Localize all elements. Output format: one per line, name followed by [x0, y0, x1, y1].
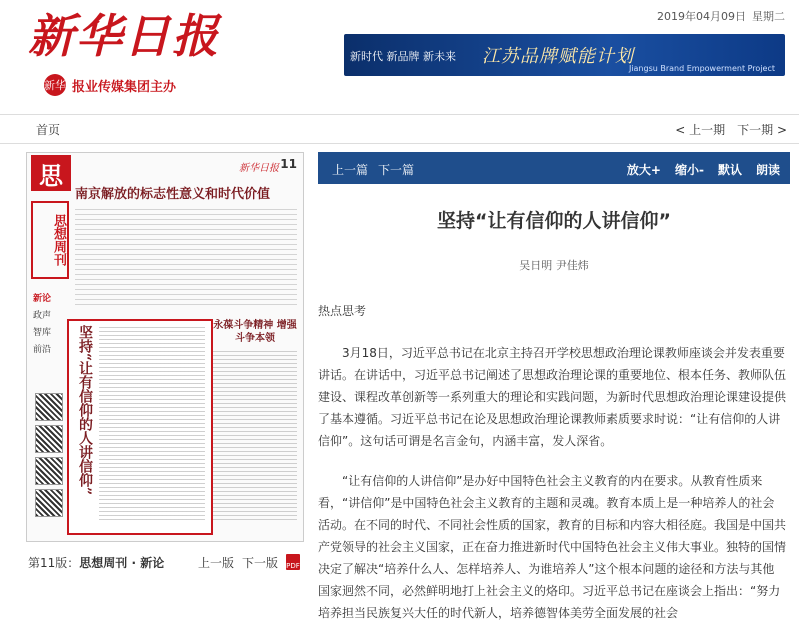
paper-brand: 新华日报	[239, 163, 279, 174]
page-number-label: 第11版：	[28, 556, 80, 570]
page-pager	[198, 554, 278, 571]
site-header	[0, 0, 799, 110]
banner-slogan: 新时代 新品牌 新未来	[350, 50, 456, 63]
article-toolbar	[318, 152, 790, 184]
issue-nav	[0, 114, 799, 144]
paper-page-number: 11	[280, 157, 297, 171]
hotspot-text	[99, 327, 205, 523]
side-menu-item: 政声	[33, 311, 52, 321]
article-title: 坚持“让有信仰的人讲信仰”	[437, 210, 671, 232]
prev-page-link[interactable]: 上一版	[197, 556, 234, 570]
date-text: 2019年04月09日	[657, 10, 746, 23]
default-size-button[interactable]: 默认	[717, 163, 742, 177]
qr-code-icon	[35, 393, 63, 421]
section-vertical-title: 思想周刊	[31, 201, 69, 279]
article-body	[318, 342, 786, 642]
hotspot-text	[213, 351, 297, 521]
newspaper-page[interactable]	[26, 152, 304, 542]
zoom-out-button[interactable]: 缩小-	[674, 163, 704, 177]
hotspot-title: 坚持“让有信仰的人讲信仰”	[77, 325, 93, 496]
qr-code-icon	[35, 457, 63, 485]
next-page-link[interactable]: 下一版	[241, 556, 278, 570]
banner-title: 江苏品牌赋能计划	[482, 46, 634, 67]
side-menu-item: 智库	[33, 328, 52, 338]
article-paragraph: 3月18日，习近平总书记在北京主持召开学校思想政治理论课教师座谈会并发表重要讲话。在讲话中，习近平总书记阐述了思想政治理论课的重要地位、根本任务、教师队伍建设、课程改革创新等一系列重大的理论和实践问题，为新时代思想政治理论课建设提供了基本遵循。习近平总书记在论及思想政治理论课教师素质要求时说：“让有信仰的人讲信仰”。这句话可谓是名言金句，内涵丰富，发人深省。	[318, 346, 787, 448]
issue-pager	[675, 121, 787, 138]
brand-banner-ad[interactable]	[344, 34, 785, 76]
section-tag: 思	[31, 155, 71, 191]
paper-text-block[interactable]	[75, 209, 297, 309]
article-pager	[332, 161, 414, 178]
banner-english: Jiangsu Brand Empowerment Project	[628, 64, 775, 73]
hotspot-title: 永葆斗争精神 增强斗争本领	[213, 320, 297, 344]
article-hotspot[interactable]	[213, 319, 297, 531]
prev-issue-link[interactable]: < 上一期	[675, 123, 726, 137]
publisher-logo-icon: 新华	[44, 74, 66, 96]
issue-date	[651, 8, 785, 24]
publisher-line	[44, 74, 176, 96]
section-side-menu	[33, 293, 65, 361]
page-label	[28, 554, 164, 571]
side-menu-item: 新论	[33, 294, 52, 304]
home-link[interactable]: 首页	[36, 123, 61, 137]
pdf-icon[interactable]: PDF	[286, 554, 300, 570]
page-footer	[26, 552, 302, 574]
logo-text: 新华日报	[28, 9, 220, 63]
paper-headline[interactable]: 南京解放的标志性意义和时代价值	[75, 187, 271, 202]
weekday-text: 星期二	[752, 10, 785, 23]
article-author: 吴日明 尹佳炜	[519, 259, 589, 272]
zoom-in-button[interactable]: 放大+	[626, 163, 661, 177]
publisher-text: 报业传媒集团主办	[72, 79, 177, 95]
article-paragraph: “让有信仰的人讲信仰”是办好中国特色社会主义教育的内在要求。从教育性质来看，“讲信仰”是中国特色社会主义教育的主题和灵魂。教育本质上是一种培养人的社会活动。在不同的时代、不同社会性质的国家，教育的目标和内容大相径庭。我国是中国共产党领导的社会主义国家，正在奋力推进新时代中国特色社会主义伟大事业。独特的国情决定了解决“培养什么人、怎样培养人、为谁培养人”这个根本问题的途径和方法与其他国家迥然不同，必然鲜明地打上社会主义的烙印。习近平总书记在座谈会上指出：“努力培养担当民族复兴大任的时代新人，培养德智体美劳全面发展的社会	[318, 474, 787, 620]
current-article-hotspot[interactable]	[67, 319, 213, 535]
qr-code-icon	[35, 489, 63, 517]
next-article-link[interactable]: 下一篇	[378, 163, 415, 177]
side-menu-item: 前沿	[33, 345, 52, 355]
qr-code-icon	[35, 425, 63, 453]
article-section-label: 热点思考	[318, 304, 367, 318]
next-issue-link[interactable]: 下一期 >	[737, 123, 787, 137]
page-section-link[interactable]: 思想周刊 · 新论	[79, 556, 165, 570]
read-aloud-button[interactable]: 朗读	[755, 163, 780, 177]
page-thumbnail[interactable]	[26, 152, 302, 540]
prev-article-link[interactable]: 上一篇	[332, 163, 369, 177]
reading-tools	[627, 161, 780, 178]
article-panel	[318, 152, 790, 620]
site-logo[interactable]	[28, 6, 220, 63]
